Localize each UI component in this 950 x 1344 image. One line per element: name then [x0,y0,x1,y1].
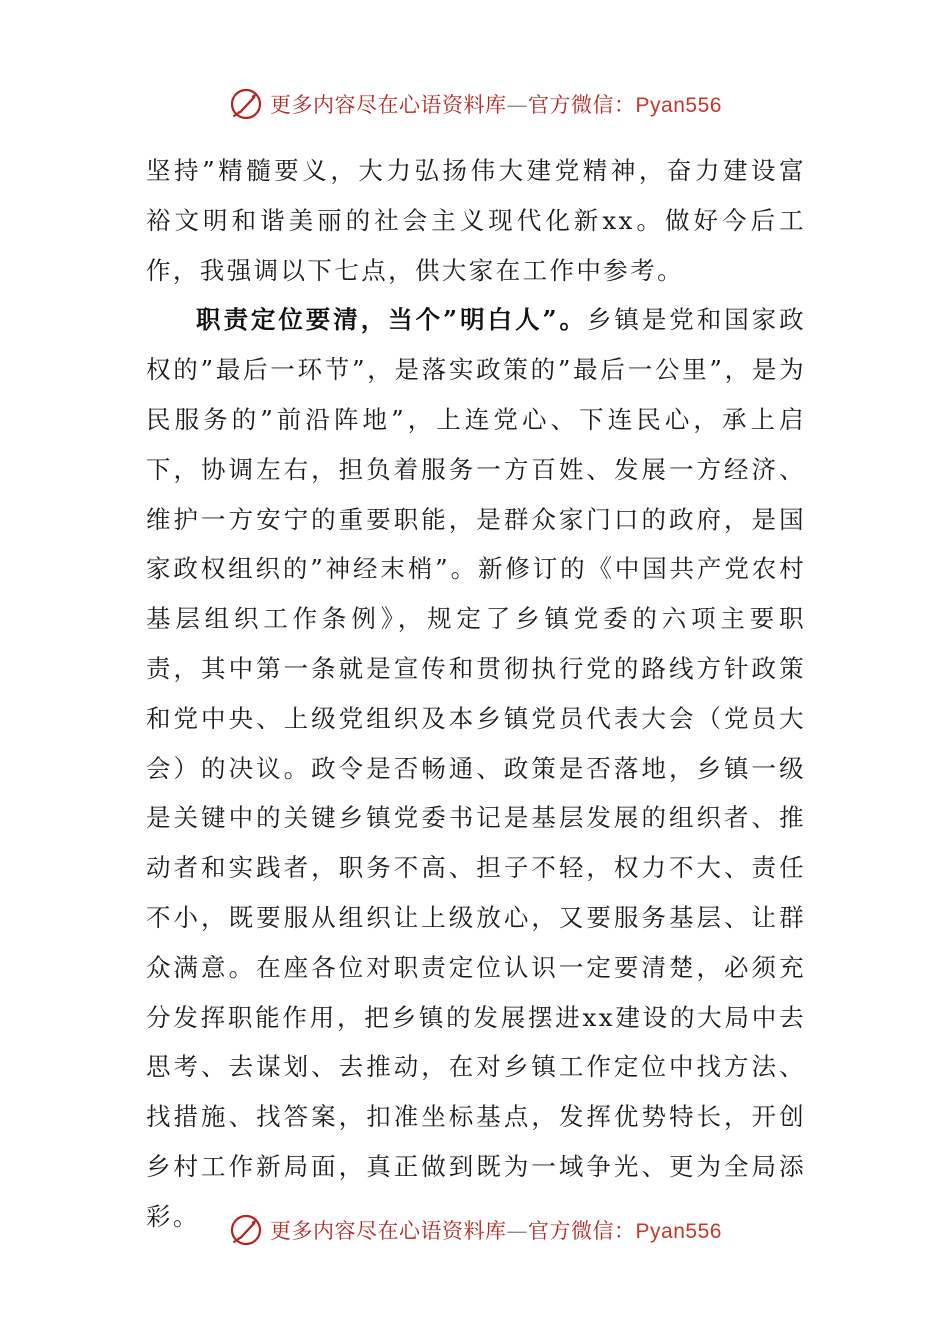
document-body [146,146,806,1242]
paragraph-2 [146,295,806,1241]
footer-banner-label: 官方微信： [528,1219,636,1243]
footer-banner [0,1208,950,1252]
header-banner-label: 官方微信： [528,93,636,117]
footer-banner-separator: — [506,1219,529,1243]
header-banner-content [228,86,722,122]
paragraph-1: 坚持”精髓要义，大力弘扬伟大建党精神，奋力建设富裕文明和谐美丽的社会主义现代化新xx。做好今后工作，我强调以下七点，供大家在工作中参考。 [146,156,806,285]
header-banner-text [270,89,722,119]
paragraph-2-heading: 职责定位要清，当个”明白人”。 [196,305,587,335]
footer-banner-title: 更多内容尽在心语资料库 [270,1219,507,1243]
header-banner-separator: — [506,93,529,117]
quill-logo-icon [228,86,264,122]
header-banner-handle: Pyan556 [635,94,722,117]
header-banner [0,82,950,126]
header-banner-title: 更多内容尽在心语资料库 [270,93,507,117]
quill-logo-icon [228,1212,264,1248]
paragraph-2-text: 乡镇是党和国家政权的”最后一环节”，是落实政策的”最后一公里”，是为民服务的”前沿阵地”，上连党心、下连民心，承上启下，协调左右，担负着服务一方百姓、发展一方经济、维护一方安宁的重要职能，是群众家门口的政府，是国家政权组织的”神经末梢”。新修订的《中国共产党农村基层组织工作条例》，规定了乡镇党委的六项主要职责，其中第一条就是宣传和贯彻执行党的路线方针政策和党中央、上级党组织及本乡镇党员代表大会（党员大会）的决议。政令是否畅通、政策是否落地，乡镇一级是关键中的关键乡镇党委书记是基层发展的组织者、推动者和实践者，职务不高、担子不轻，权力不大、责任不小，既要服从组织让上级放心，又要服务基层、让群众满意。在座各位对职责定位认识一定要清楚，必须充分发挥职能作用，把乡镇的发展摆进xx建设的大局中去思考、去谋划、去推动，在对乡镇工作定位中找方法、找措施、找答案，扣准坐标基点，发挥优势特长，开创乡村工作新局面，真正做到既为一域争光、更为全局添彩。 [146,305,807,1231]
footer-banner-content [228,1212,722,1248]
footer-banner-text [270,1215,722,1245]
footer-banner-handle: Pyan556 [635,1220,722,1243]
